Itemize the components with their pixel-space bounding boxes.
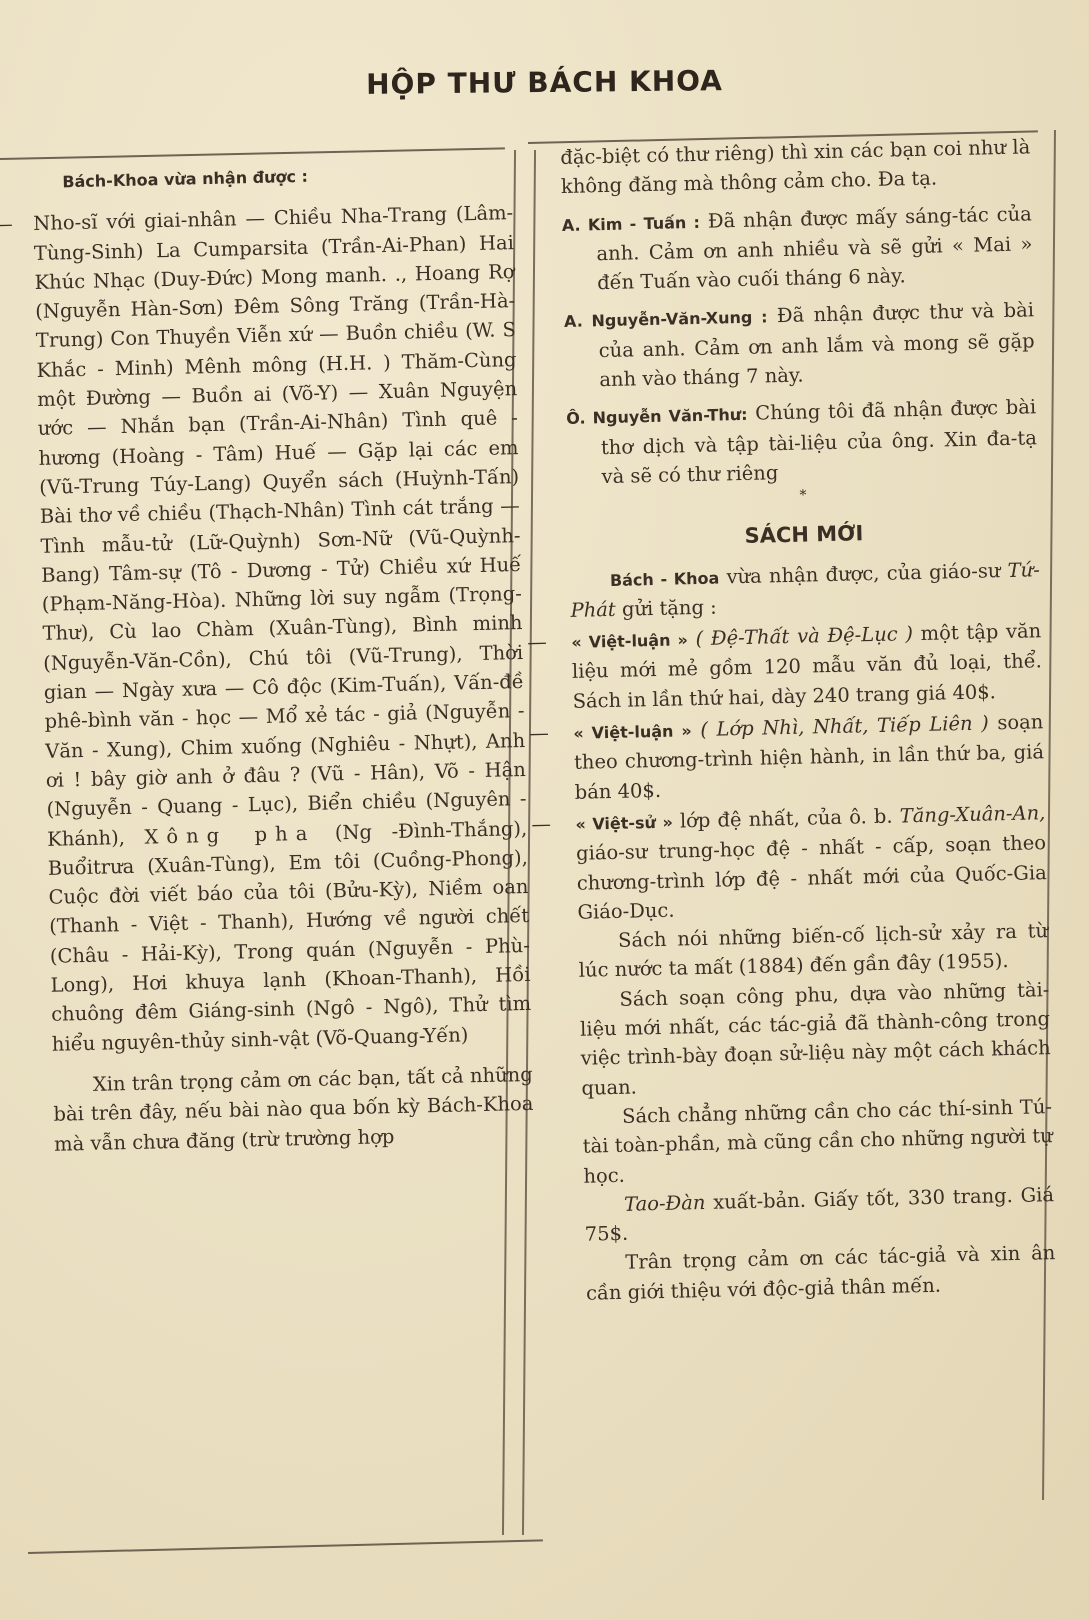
reply-text: Đã nhận được thư và bài của anh. Cảm ơn anh lắm và mong sẽ gặp anh vào tháng 7 này.: [598, 298, 1035, 392]
intro-text: vừa nhận được, của giáo-sư: [726, 558, 1001, 588]
book-subtitle: ( Đệ-Thất và Đệ-Lục ): [695, 622, 914, 651]
intro-author: Tứ-Phát: [570, 557, 1041, 622]
continuation-paragraph: đặc-biệt có thư riêng) thì xin các bạn coi như là không đăng mà thông cảm cho. Đa tạ.: [560, 135, 1031, 199]
book-title: « Việt-luận »: [571, 630, 689, 653]
reply-text: Đã nhận được mấy sáng-tác của anh. Cảm ơn anh nhiều và sẽ gửi « Mai » đến Tuấn vào cuối tháng 6 này.: [596, 201, 1033, 295]
new-books-heading: SÁCH MỚI: [744, 521, 864, 549]
book-subtitle: ( Lớp Nhì, Nhất, Tiếp Liên ): [700, 711, 990, 742]
book-title: « Việt-luận »: [573, 721, 692, 743]
book-desc: một tập văn liệu mới mẻ gồm 120 mẫu văn đủ loại, thể. Sách in lần thứ hai, dày 240 trang giá 40$.: [571, 619, 1043, 713]
book-entry: [573, 707, 1045, 807]
received-list-main: Nho-sĩ với giai-nhân — Chiều Nha-Trang (Lâm-Tùng-Sinh) La Cumparsita (Trần-Ai-Phan) Hai Khúc Nhạc (Duy-Đức) Mong manh. ., Hoang Rợ (Nguyễn Hàn-Sơn) Đêm Sông Trăng (Trần-Hà-Trung) Con Thuyền Viễn xứ — Buồn chiều (W. S Khắc - Minh) Mênh mông (H.H. ) Thăm-Cùng một Đường — Buồn ai (Võ-Y) — Xuân Nguyện ước — Nhắn bạn (Trần-Ai-Nhân) Tình quê - hương (Hoàng - Tâm) Huế — Gặp lại các em (Vũ-Trung Túy-Lang) Quyển sách (Huỳnh-Tấn) Bài thơ về chiều (Thạch-Nhân) Tình cát trắng — Tình mẫu-tử (Lữ-Quỳnh) Sơn-Nữ (Vũ-Quỳnh-Bang) Tâm-sự (Tô - Dương - Tử) Chiều xứ Huế (Phạm-Năng-Hòa). Những lời suy ngẫm (Trọng-Thư), Cù lao Chàm (Xuân-Tùng), Bình minh (Nguyễn-Văn-Cồn), Chú tôi (Vũ-Trung), Thời gian — Ngày xưa — Cô độc (Kim-Tuấn), Vấn-đề phê-bình văn - học — Mổ xẻ tác - giả (Nguyễn - Văn - Xung), Chim xuống (Nghiêu - Nhựt), Anh ơi ! bây giờ anh ở đâu ? (Vũ - Hân), Võ - Hận (Nguyễn - Quang - Lục), Biển chiều (Nguyên - Khánh),: [33, 201, 527, 851]
star-ornament: *: [799, 487, 807, 504]
received-list-spaced: Xông pha: [144, 821, 316, 849]
intro-bold: Bách - Khoa: [609, 568, 720, 590]
reply-item: [566, 393, 1038, 493]
received-list-rest: (Ng -Đình-Thắng), Buổitrưa (Xuân-Tùng), Em tôi (Cuồng-Phong), Cuộc đời viết báo của tôi (Bửu-Kỳ), Niềm oan (Thanh - Việt - Thanh), Hướng về người chết (Châu - Hải-Kỳ), Trong quán (Nguyễn - Phù-Long), Hơi khuya lạnh (Khoan-Thanh), Hồi chuông đêm Giáng-sinh (Ngô - Ngô), Thử tìm hiểu nguyên-thủy sinh-vật (Võ-Quang-Yến): [47, 816, 532, 1056]
closing-paragraph: Xin trân trọng cảm ơn các bạn, tất cả những bài trên đây, nếu bài nào qua bốn kỳ Bách-Khoa mà vẫn chưa đăng (trừ trường hợp: [53, 1062, 534, 1156]
publisher-name: Tao-Đàn: [623, 1190, 706, 1216]
reply-text: Chúng tôi đã nhận được bài thơ dịch và tập tài-liệu của ông. Xin đa-tạ và sẽ có thư riêng: [600, 395, 1038, 489]
book-desc: soạn theo chương-trình hiện hành, in lần thứ ba, giá bán 40$.: [573, 710, 1045, 804]
book-desc: lớp đệ nhất, của ô. b.: [679, 804, 893, 833]
received-heading: Bách-Khoa vừa nhận được :: [62, 166, 309, 192]
reply-name: Ô. Nguyễn Văn-Thư:: [566, 405, 748, 429]
reply-item: [564, 296, 1036, 396]
received-list: [33, 198, 532, 1058]
book-author: Tăng-Xuân-An,: [899, 801, 1046, 828]
book-entry: [571, 616, 1043, 716]
book-paragraph: Sách nói những biến-cố lịch-sử xảy ra từ lúc nước ta mất (1884) đến gần đây (1955).: [578, 919, 1049, 983]
intro-tail: gửi tặng :: [621, 595, 717, 621]
reply-name: A. Nguyễn-Văn-Xung :: [563, 307, 768, 332]
right-column: [560, 132, 1056, 1307]
publisher-paragraph: [584, 1180, 1055, 1249]
book-desc-2: giáo-sư trung-học đệ - nhất - cấp, soạn theo chương-trình lớp đệ - nhất mới của Quốc-Gia Giáo-Dục.: [575, 831, 1047, 924]
book-entry: [575, 798, 1048, 927]
left-column: [32, 157, 534, 1158]
page-title: HỘP THƯ BÁCH KHOA: [365, 64, 724, 101]
book-title: « Việt-sử »: [575, 812, 674, 834]
book-paragraph: Sách chẳng những cần cho các thí-sinh Tú-tài toàn-phần, mà cũng cần cho những người tự học.: [582, 1094, 1053, 1188]
reply-item: [562, 199, 1034, 299]
new-books-intro: [570, 555, 1041, 625]
thanks-paragraph: Trân trọng cảm ơn các tác-giả và xin ân cần giới thiệu với độc-giả thân mến.: [585, 1241, 1056, 1305]
publisher-text: xuất-bản. Giấy tốt, 330 trang. Giá 75$.: [584, 1182, 1055, 1246]
reply-name: A. Kim - Tuấn :: [561, 212, 701, 235]
book-paragraph: Sách soạn công phu, dựa vào những tài-liệu mới nhất, các tác-giả đã thành-công trong việc trình-bày đoạn sử-liệu này một cách khách quan.: [579, 977, 1051, 1100]
